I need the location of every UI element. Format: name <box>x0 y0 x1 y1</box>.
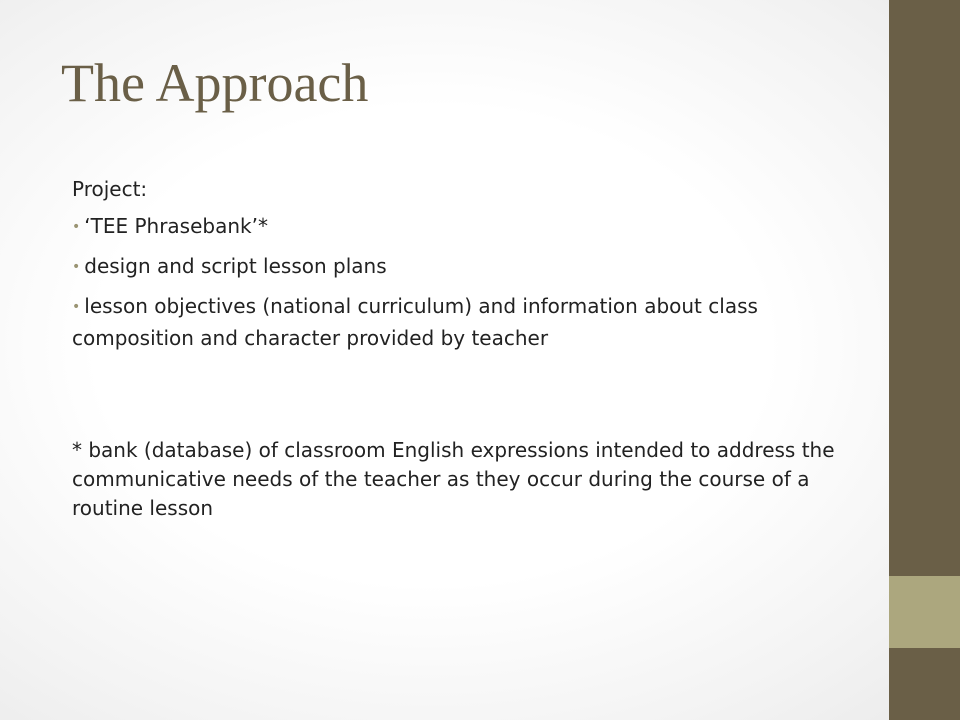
bullet-text: ‘TEE Phrasebank’* <box>84 214 268 238</box>
bullet-item <box>72 292 842 353</box>
side-accent-band <box>889 576 960 648</box>
bullet-icon: • <box>72 219 81 235</box>
spacer <box>72 361 842 436</box>
slide-title: The Approach <box>61 53 369 113</box>
slide-body <box>72 175 842 531</box>
footnote: * bank (database) of classroom English expressions intended to address the communicative needs of the teacher as they occur during the course of a routine lesson <box>72 438 835 520</box>
project-label: Project: <box>72 177 148 201</box>
bullet-text: lesson objectives (national curriculum) and information about class composition and character provided by teacher <box>72 294 758 350</box>
bullet-icon: • <box>72 259 81 275</box>
bullet-text: design and script lesson plans <box>84 254 387 278</box>
bullet-item <box>72 252 842 284</box>
bullet-item <box>72 212 842 244</box>
bullet-icon: • <box>72 299 81 315</box>
